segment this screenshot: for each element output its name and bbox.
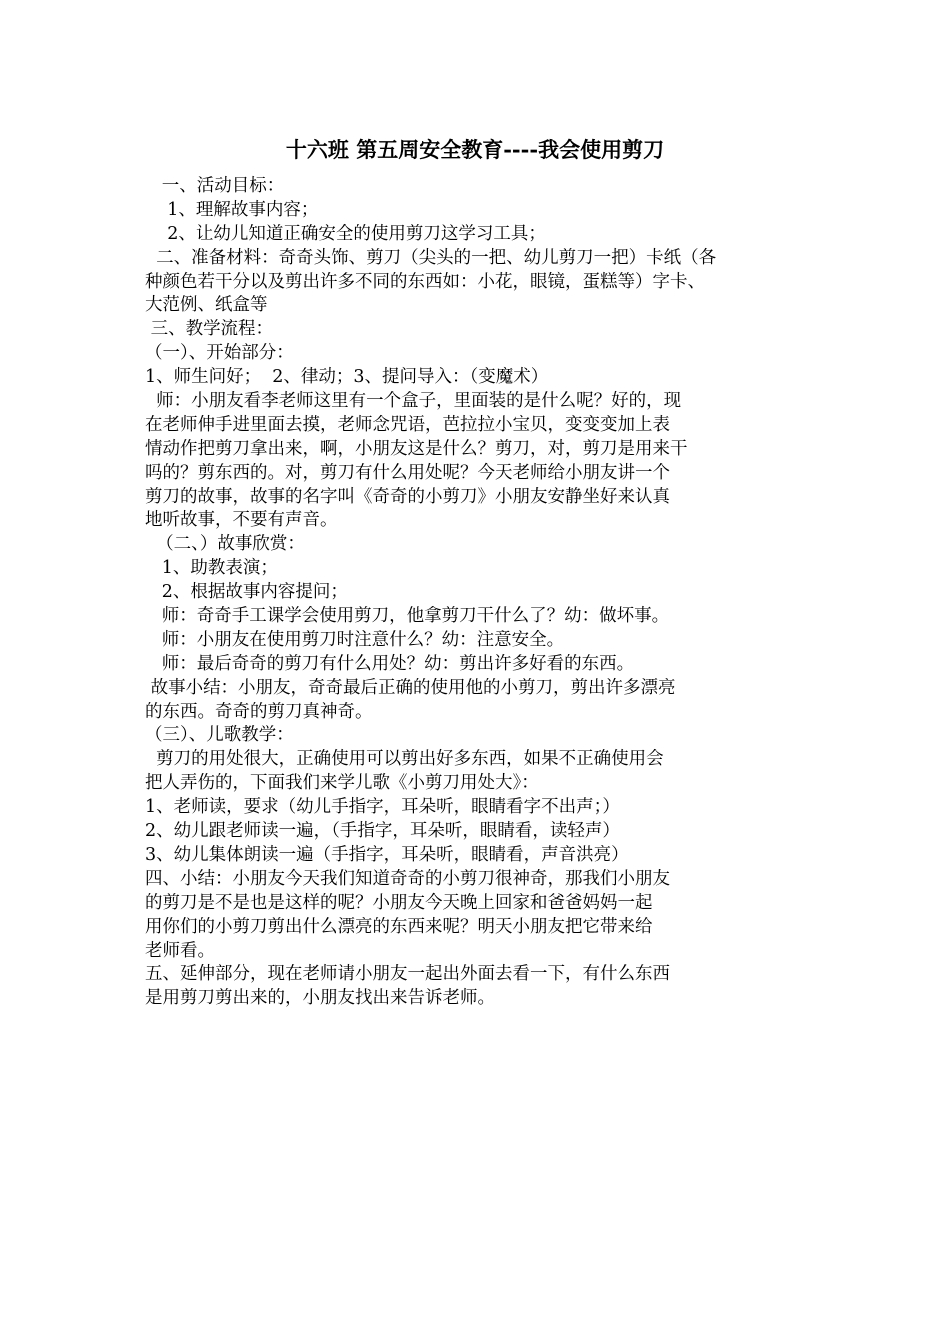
- text-line: 一、活动目标：: [145, 176, 285, 196]
- text-line: （三）、儿歌教学：: [145, 725, 294, 746]
- document-body: [145, 175, 815, 1011]
- text-line: （二、）故事欣赏：: [145, 534, 305, 555]
- text-line: 在老师伸手进里面去摸，老师念咒语，芭拉拉小宝贝，变变变加上表: [145, 414, 670, 435]
- text-line: 情动作把剪刀拿出来，啊，小朋友这是什么？剪刀，对，剪刀是用来干: [145, 438, 688, 459]
- text-line: 师：奇奇手工课学会使用剪刀，他拿剪刀干什么了？幼：做坏事。: [145, 606, 670, 627]
- text-line: 吗的？剪东西的。对，剪刀有什么用处呢？今天老师给小朋友讲一个: [145, 462, 670, 483]
- text-line: 3、幼儿集体朗读一遍（手指字，耳朵听，眼睛看，声音洪亮）: [145, 844, 629, 865]
- text-line: 的剪刀是不是也是这样的呢？小朋友今天晚上回家和爸爸妈妈一起: [145, 892, 653, 913]
- text-line: 的东西。奇奇的剪刀真神奇。: [145, 701, 373, 722]
- text-line: 三、教学流程：: [145, 319, 274, 340]
- text-line: 剪刀的故事，故事的名字叫《奇奇的小剪刀》小朋友安静坐好来认真: [145, 486, 670, 507]
- text-line: 师：小朋友在使用剪刀时注意什么？幼：注意安全。: [145, 629, 565, 650]
- text-line: 故事小结：小朋友，奇奇最后正确的使用他的小剪刀，剪出许多漂亮: [145, 677, 676, 698]
- text-line: 1、师生问好； 2、律动；3、提问导入：（变魔术）: [145, 367, 549, 388]
- text-line: 是用剪刀剪出来的，小朋友找出来告诉老师。: [145, 988, 495, 1009]
- text-line: 种颜色若干分以及剪出许多不同的东西如：小花，眼镜，蛋糕等）字卡、: [145, 271, 705, 292]
- text-line: 用你们的小剪刀剪出什么漂亮的东西来呢？明天小朋友把它带来给: [145, 916, 653, 937]
- text-line: 地听故事，不要有声音。: [145, 510, 338, 531]
- text-line: 1、理解故事内容；: [145, 199, 319, 220]
- text-line: 2、让幼儿知道正确安全的使用剪刀这学习工具；: [145, 223, 546, 244]
- text-line: 1、助教表演；: [145, 558, 278, 579]
- text-line: 2、根据故事内容提问；: [145, 582, 348, 603]
- text-line: 剪刀的用处很大，正确使用可以剪出好多东西，如果不正确使用会: [145, 749, 664, 770]
- text-line: 师：小朋友看李老师这里有一个盒子，里面装的是什么呢？好的，现: [145, 391, 682, 412]
- text-line: 四、小结：小朋友今天我们知道奇奇的小剪刀很神奇，那我们小朋友: [145, 868, 670, 889]
- text-line: 1、老师读，要求（幼儿手指字，耳朵听，眼睛看字不出声；）: [145, 797, 620, 818]
- text-line: 大范例、纸盒等: [145, 295, 268, 316]
- text-line: 老师看。: [145, 940, 215, 961]
- text-line: 把人弄伤的，下面我们来学儿歌《小剪刀用处大》：: [145, 773, 539, 794]
- text-line: 2、幼儿跟老师读一遍，（手指字，耳朵听，眼睛看，读轻声）: [145, 821, 620, 842]
- text-line: 师：最后奇奇的剪刀有什么用处？幼：剪出许多好看的东西。: [145, 653, 635, 674]
- text-line: 二、准备材料：奇奇头饰、剪刀（尖头的一把、幼儿剪刀一把）卡纸（各: [145, 247, 717, 268]
- text-line: 五、延伸部分，现在老师请小朋友一起出外面去看一下，有什么东西: [145, 964, 670, 985]
- text-line: （一）、开始部分：: [145, 343, 294, 364]
- document-title: 十六班 第五周安全教育----我会使用剪刀: [285, 137, 665, 162]
